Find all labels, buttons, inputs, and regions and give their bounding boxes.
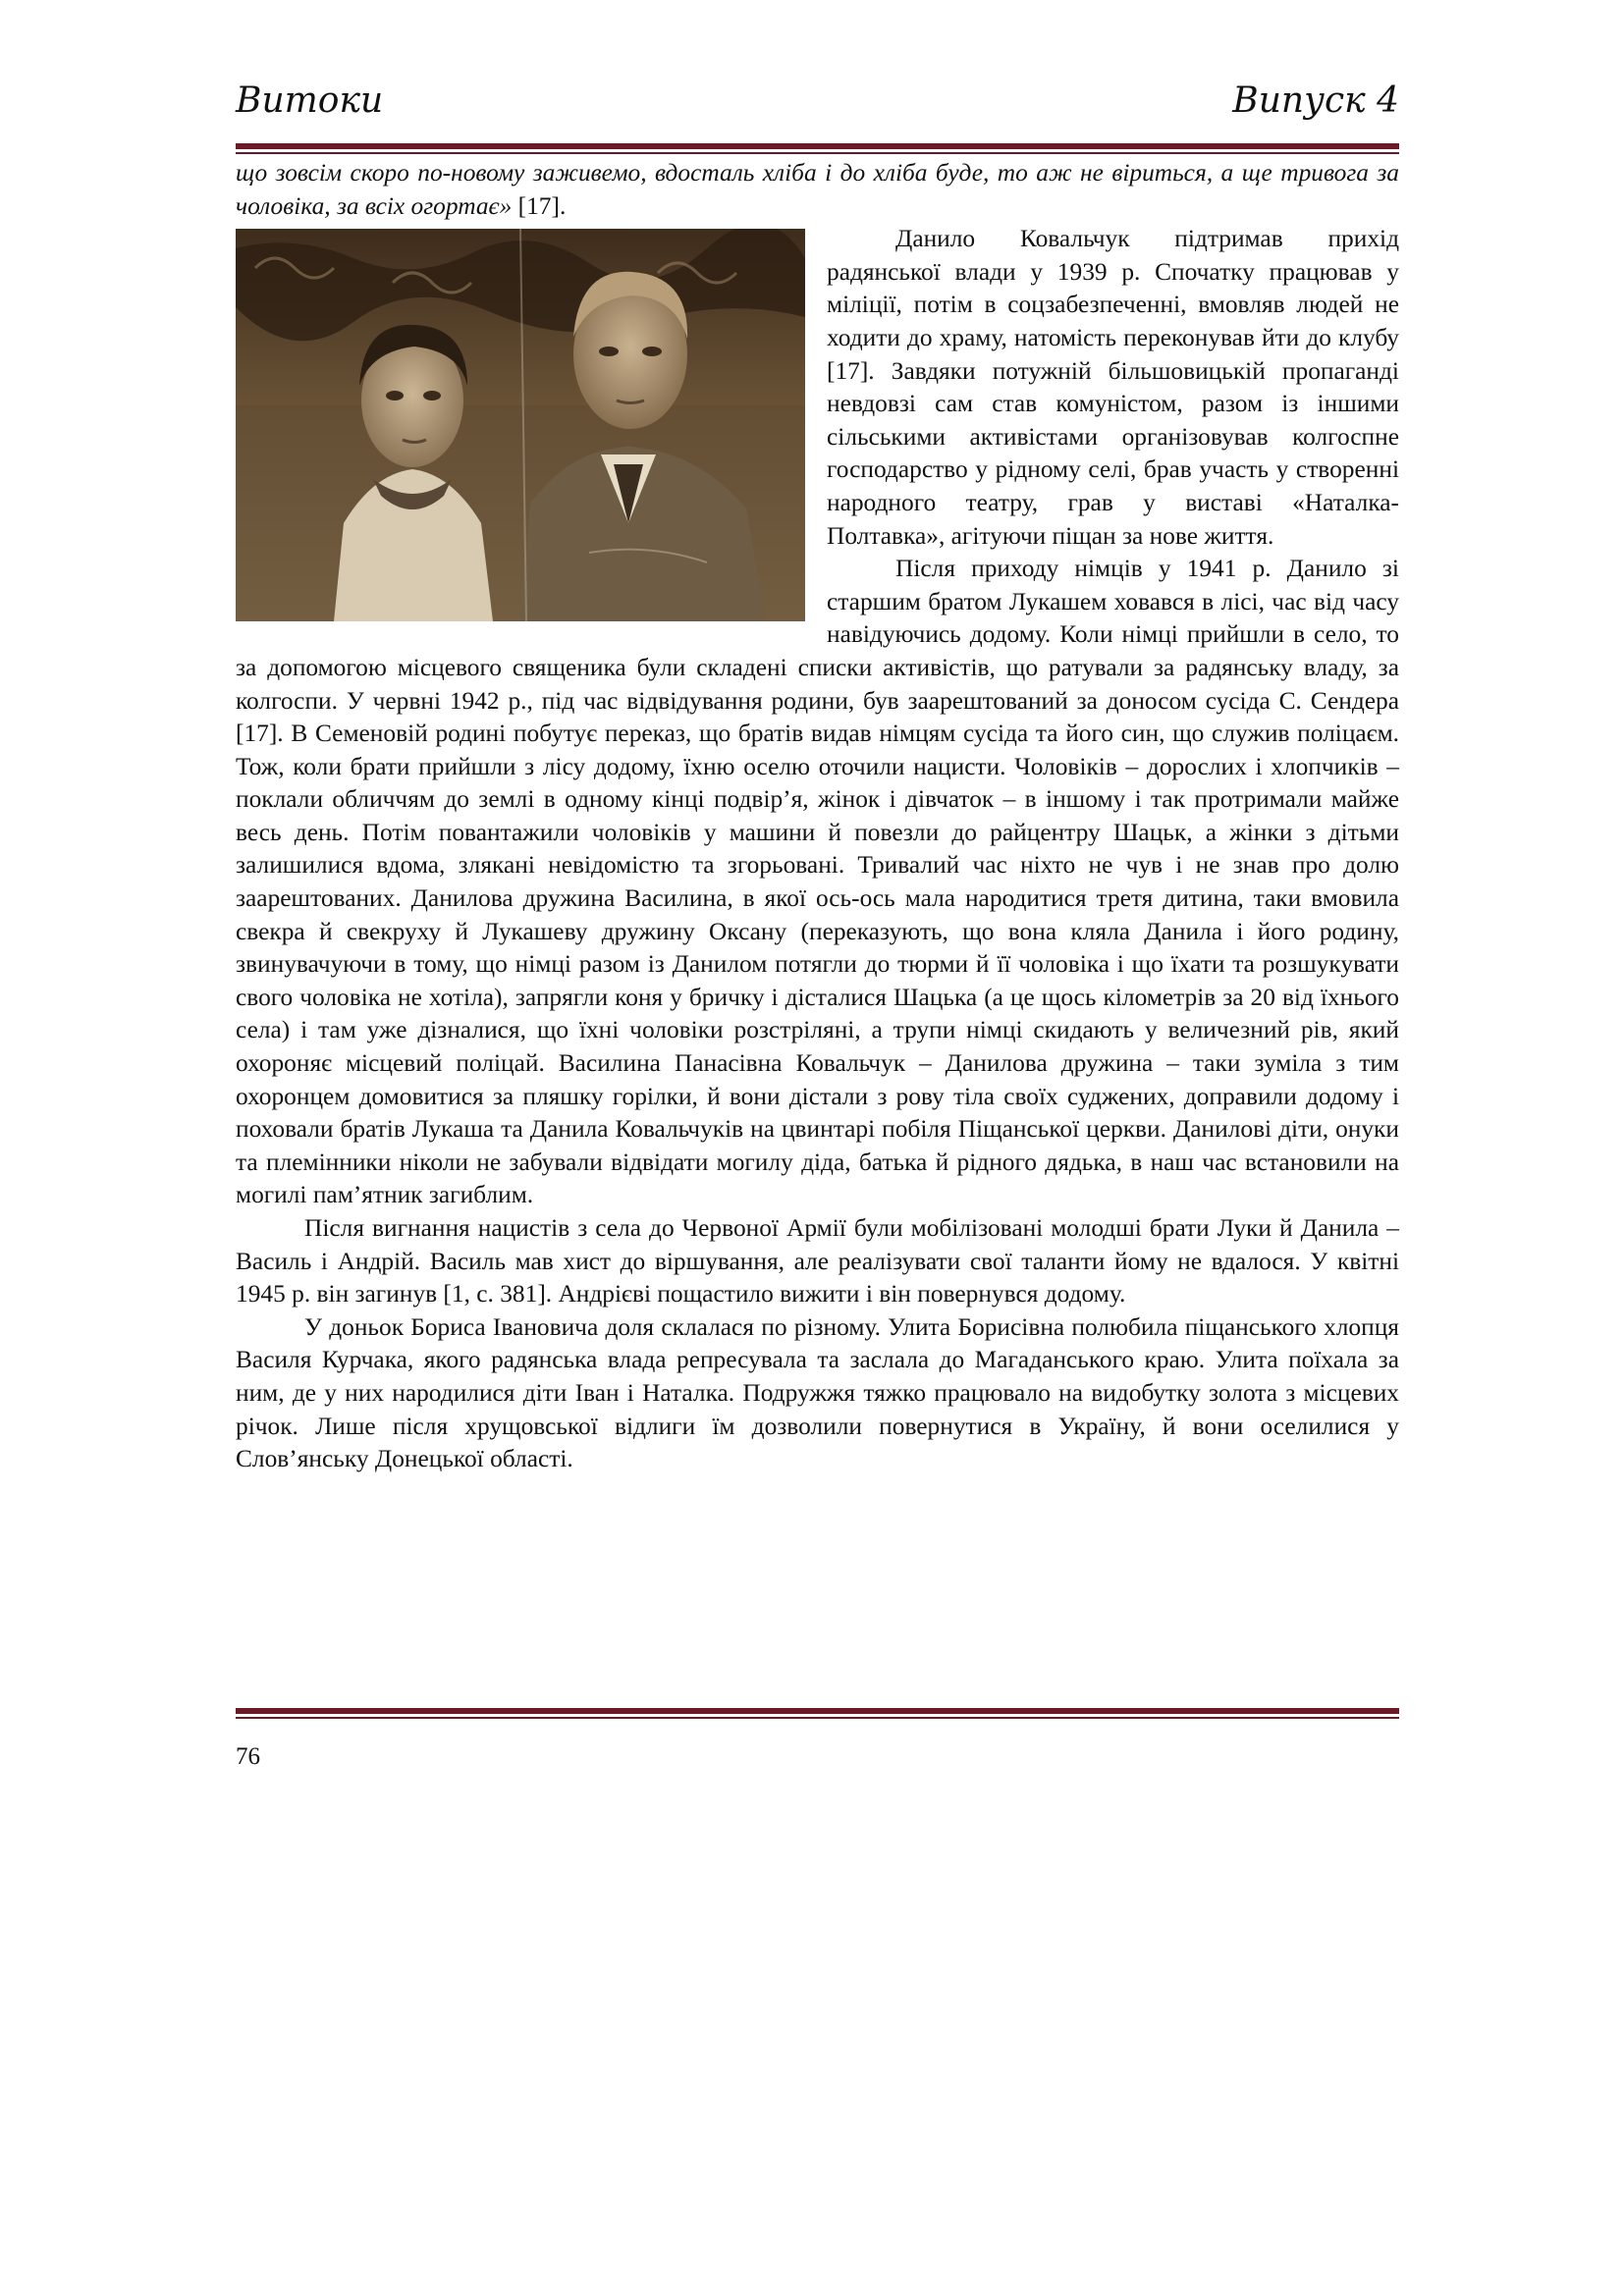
issue-number: Випуск 4 [1232, 80, 1399, 121]
running-header [236, 77, 1399, 126]
family-photo [236, 229, 805, 621]
paragraph-3: Після вигнання нацистів з села до Червоної Армії були мобілізовані молодші брати Луки й Данила – Василь і Андрій. Василь мав хист до віршування, але реалізувати свої таланти йому не вдалося. У квітні 1945 р. він загинув [1, с. 381]. Андрієві пощастило вижити і він повернувся додому. [236, 1214, 1399, 1308]
journal-title: Витоки [236, 80, 384, 121]
paragraph-1: Данило Ковальчук підтримав прихід радянської влади у 1939 р. Спочатку працював у міліції, потім в соцзабезпеченні, вмовляв людей не ходити до храму, натомість переконував йти до клубу [17]. Завдяки потужній більшовицькій пропаганді невдовзі сам став комуністом, разом із іншими сільськими активістами організовував колгоспне господарство у рідному селі, брав участь у створенні народного театру, грав у виставі «Наталка-Полтавка», агітуючи піщан за нове життя. [827, 225, 1399, 550]
article-body [236, 157, 1399, 1476]
quote-text: що зовсім скоро по-новому заживемо, вдосталь хліба і до хліба буде, то аж не віриться, а ще тривога за чоловіка, за всіх огортає» [236, 159, 1399, 220]
header-rule [236, 143, 1399, 154]
paragraph-4: У доньок Бориса Івановича доля склалася по різному. Улита Борисівна полюбила піщанського хлопця Василя Курчака, якого радянська влада репресувала та заслала до Магаданського краю. Улита поїхала за ним, де у них народилися діти Іван і Наталка. Подружжя тяжко працювало на видобутку золота з місцевих річок. Лише після хрущовської відлиги їм дозволили повернутися в Україну, й вони оселилися у Слов’янську Донецької області. [236, 1312, 1399, 1473]
quote-reference: [17]. [512, 191, 567, 220]
photo-illustration [236, 229, 805, 621]
paragraph-2: Після приходу німців у 1941 р. Данило зі старшим братом Лукашем ховався в лісі, час від часу навідуючись додому. Коли німці прийшли в село, то за допомогою місцевого священика були складені списки активістів, що ратували за радянську владу, за колгоспи. У червні 1942 р., під час відвідування родини, був заарештований за доносом сусіда С. Сендера [17]. В Семеновій родині побутує переказ, що братів видав німцям сусіда та його син, що служив поліцаєм. Тож, коли брати прийшли з лісу додому, їхню оселю оточили нацисти. Чоловіків – дорослих і хлопчиків – поклали обличчям до землі в одному кінці подвір’я, жінок і дівчаток – в іншому і так протримали майже весь день. Потім повантажили чоловіків у машини й повезли до райцентру Шацьк, а жінки з дітьми залишилися вдома, злякані невідомістю та згорьовані. Тривалий час ніхто не чув і не знав про долю заарештованих. Данилова дружина Василина, в якої ось-ось мала народитися третя дитина, таки вмовила свекра й свекруху й Лукашеву дружину Оксану (переказують, що вона кляла Данила і його родину, звинувачуючи в тому, що німці разом із Данилом потягли до тюрми й її чоловіка і що їхати та розшукувати свого чоловіка не хотіла), запрягли коня у бричку і дісталися Шацька (а це щось кілометрів за 20 від їхнього села) і там уже дізналися, що їхні чоловіки розстріляні, а трупи німці скидають у величезний рів, який охороняє місцевий поліцай. Василина Панасівна Ковальчук – Данилова дружина – таки зуміла з тим охоронцем домовитися за пляшку горілки, й вони дістали з рову тіла своїх суджених, доправили додому і поховали братів Лукаша та Данила Ковальчуків на цвинтарі побіля Піщанської церкви. Данилові діти, онуки та племінники ніколи не забували відвідати могилу діда, батька й рідного дядька, в наш час встановили на могилі пам’ятник загиблим. [236, 555, 1399, 1209]
quote-paragraph [236, 157, 1399, 223]
page-number: 76 [236, 1743, 260, 1770]
footer-rule [236, 1708, 1399, 1719]
